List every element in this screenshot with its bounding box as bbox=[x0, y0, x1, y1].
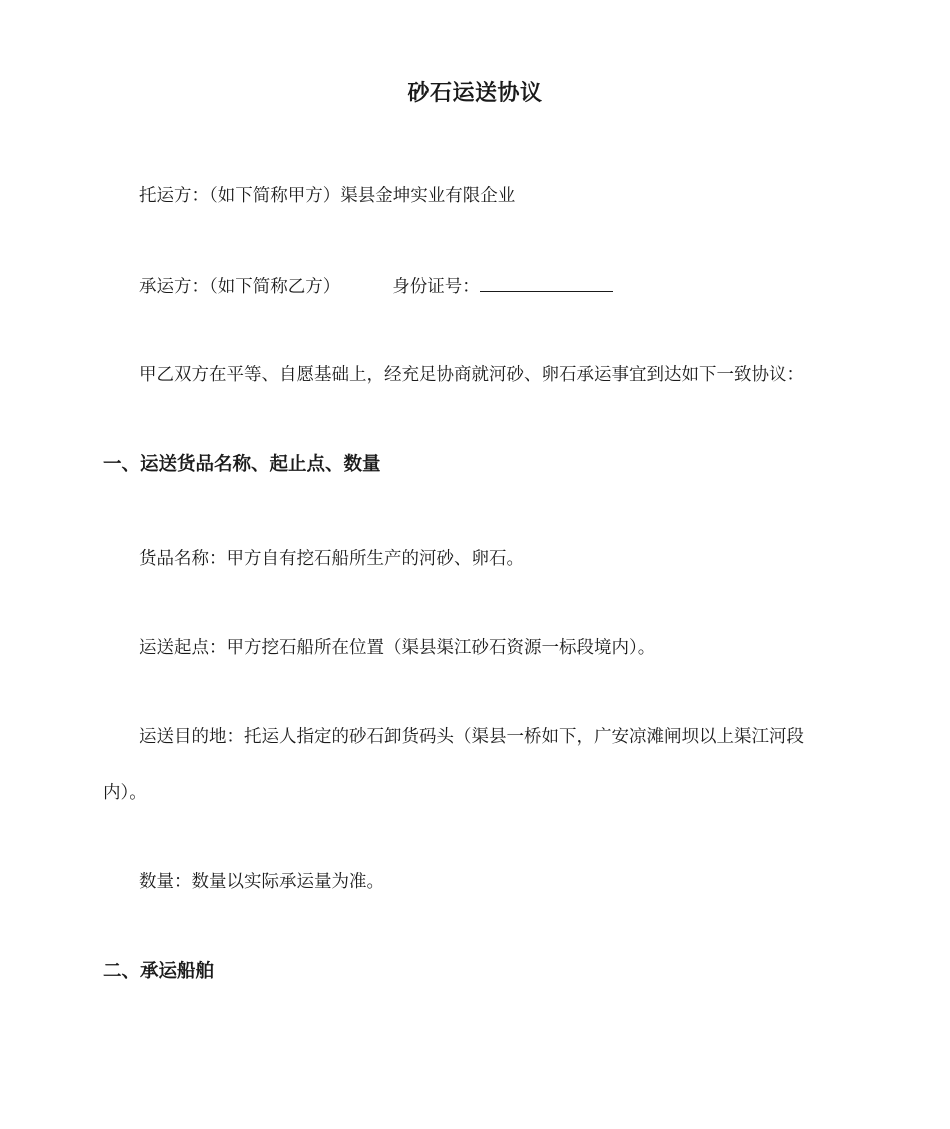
carrier-label: 承运方：（如下简称乙方） bbox=[139, 277, 341, 297]
origin-line: 运送起点：甲方挖石船所在位置（渠县渠江砂石资源一标段境内）。 bbox=[139, 638, 656, 658]
id-number-label: 身份证号： bbox=[392, 277, 480, 297]
intro-paragraph: 甲乙双方在平等、自愿基础上，经充足协商就河砂、卵石承运事宜到达如下一致协议： bbox=[139, 365, 804, 385]
destination-line-2: 内）。 bbox=[103, 783, 147, 803]
quantity-line: 数量：数量以实际承运量为准。 bbox=[139, 872, 384, 892]
shipper-line: 托运方：（如下简称甲方）渠县金坤实业有限企业 bbox=[139, 186, 516, 206]
section-1-heading: 一、运送货品名称、起止点、数量 bbox=[103, 454, 381, 475]
document-title: 砂石运送协议 bbox=[407, 81, 543, 106]
section-2-heading: 二、承运船舶 bbox=[103, 961, 215, 982]
destination-line-1: 运送目的地：托运人指定的砂石卸货码头（渠县一桥如下，广安凉滩闸坝以上渠江河段 bbox=[139, 727, 804, 747]
carrier-line bbox=[139, 273, 613, 299]
goods-name-line: 货品名称：甲方自有挖石船所生产的河砂、卵石。 bbox=[139, 549, 524, 569]
id-number-blank bbox=[480, 273, 613, 292]
